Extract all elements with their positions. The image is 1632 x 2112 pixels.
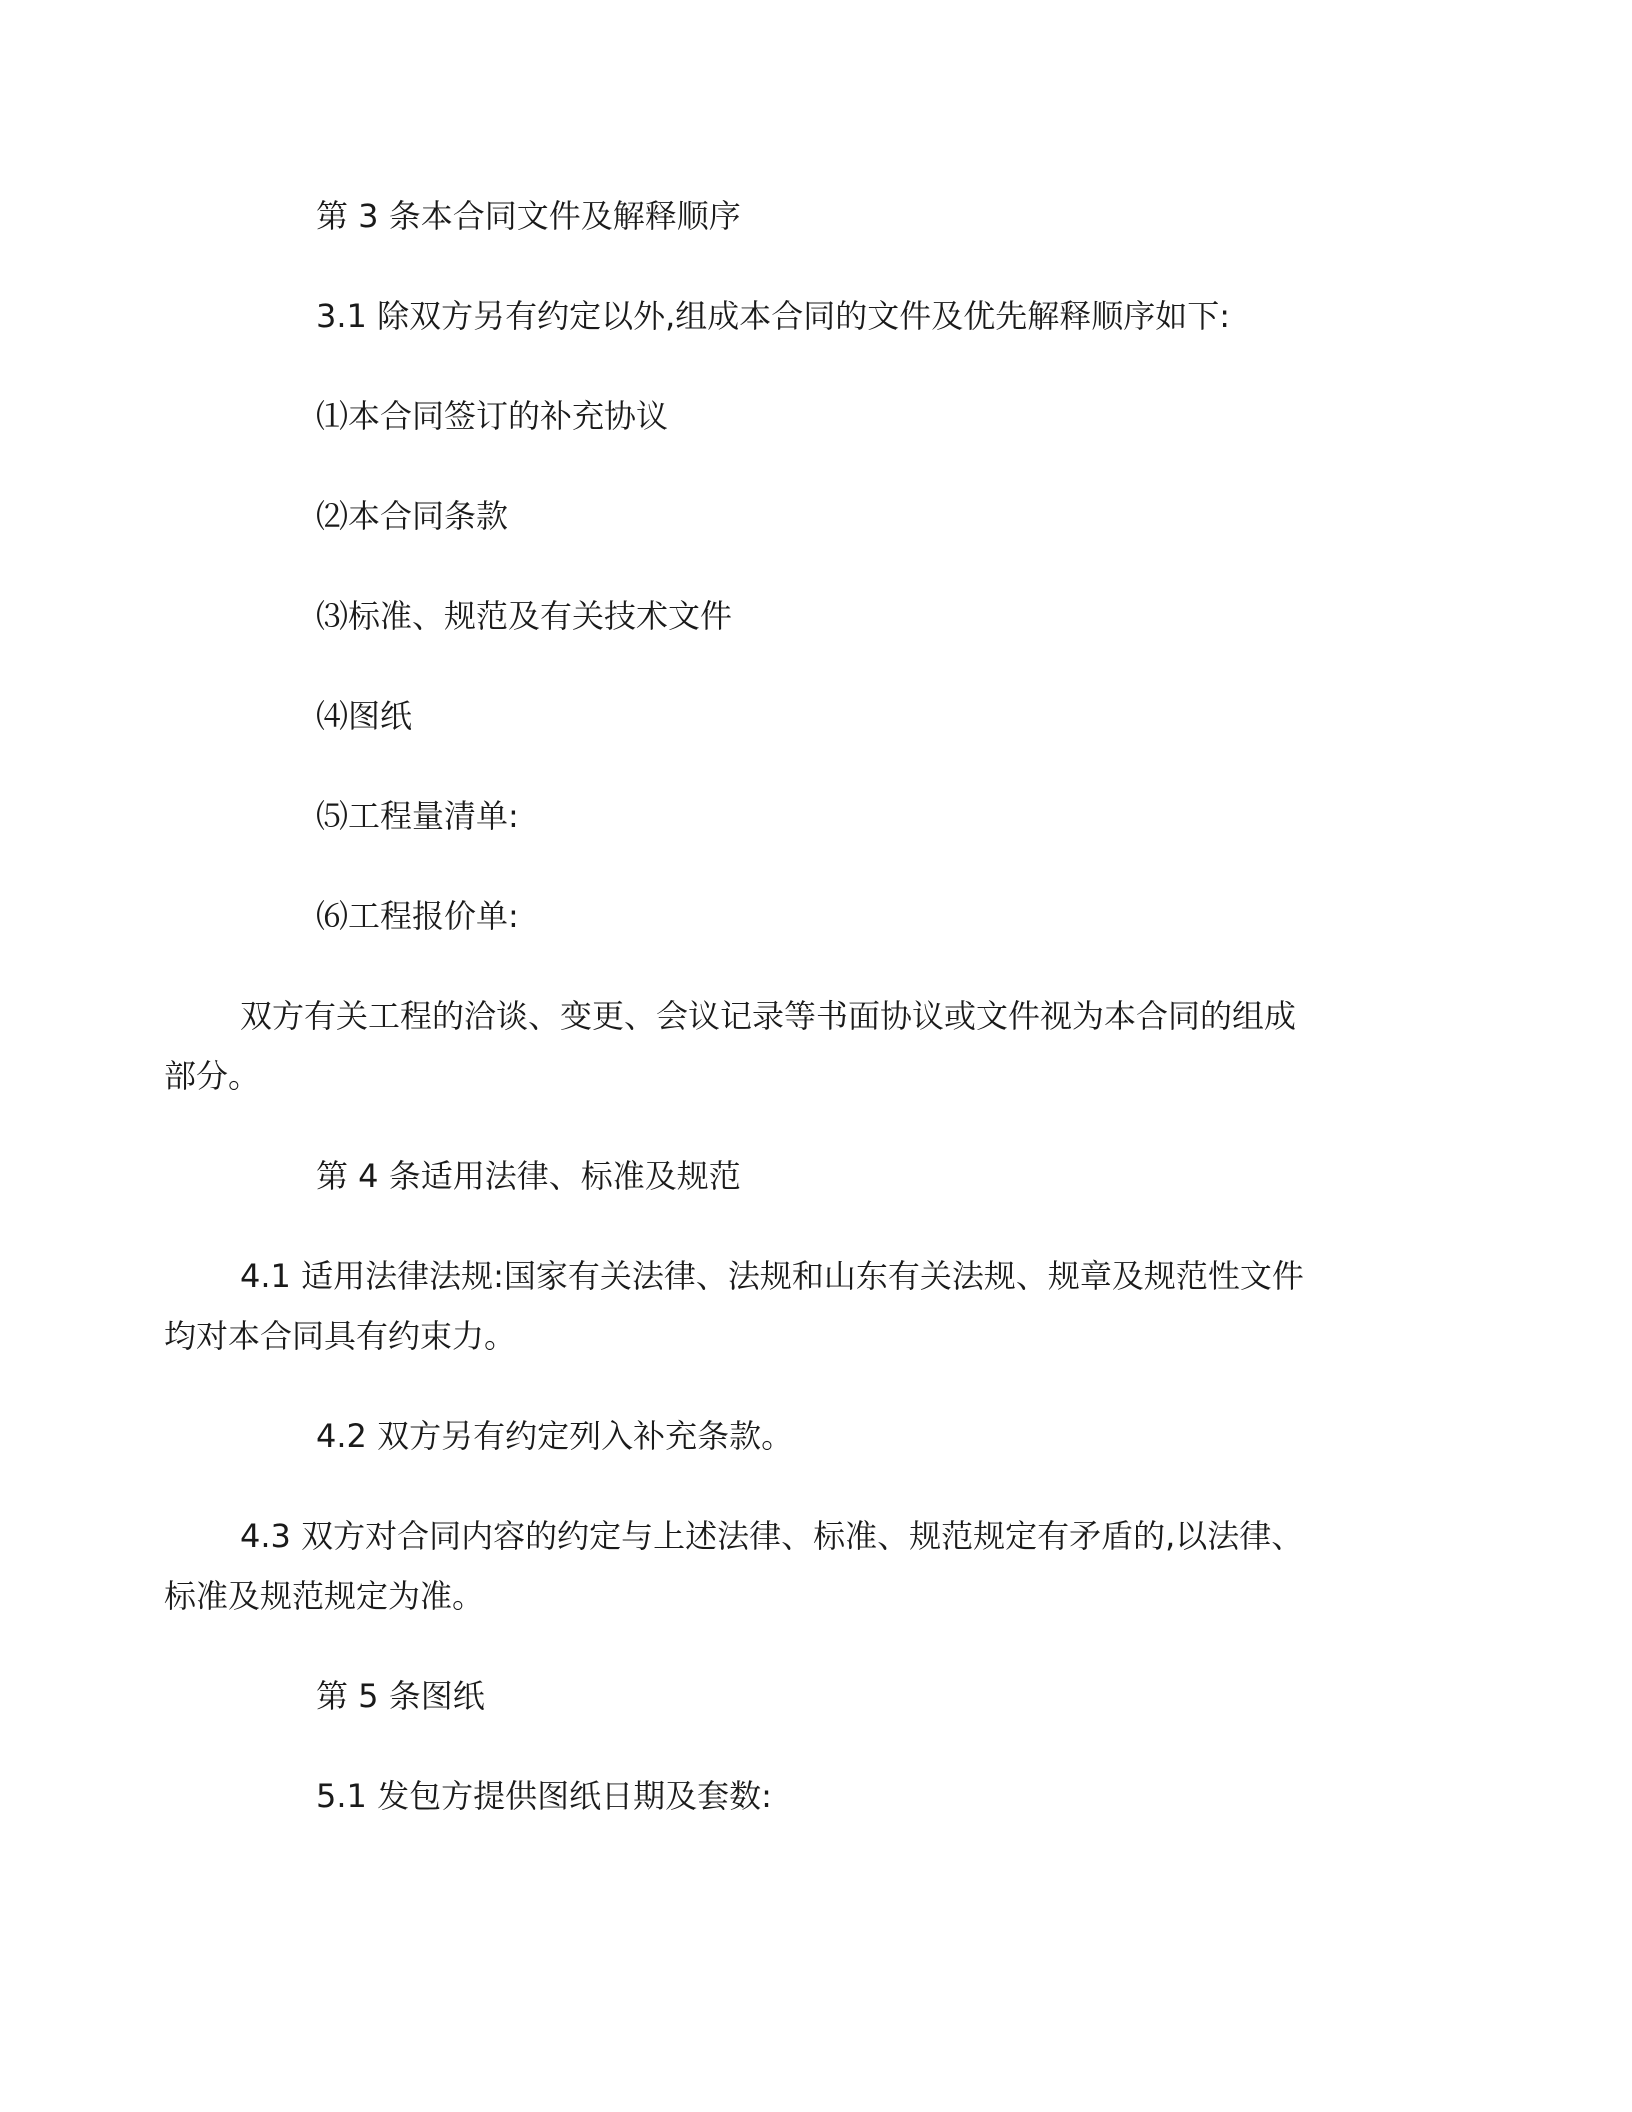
list-item-3: ⑶标准、规范及有关技术文件 [316,597,733,635]
list-item-4: ⑷图纸 [316,697,413,735]
article-3-heading: 第 3 条本合同文件及解释顺序 [316,197,741,235]
clause-3-1: 3.1 除双方另有约定以外,组成本合同的文件及优先解释顺序如下: [316,297,1231,335]
list-item-5: ⑸工程量清单: [316,797,519,835]
clause-5-1: 5.1 发包方提供图纸日期及套数: [316,1777,772,1815]
article-5-heading: 第 5 条图纸 [316,1677,485,1715]
clause-4-1: 4.1 适用法律法规:国家有关法律、法规和山东有关法规、规章及规范性文件均对本合同具有约束力。 [164,1257,1304,1355]
clause-4-3: 4.3 双方对合同内容的约定与上述法律、标准、规范规定有矛盾的,以法律、标准及规范规定为准。 [164,1517,1304,1615]
composition-paragraph: 双方有关工程的洽谈、变更、会议记录等书面协议或文件视为本合同的组成部分。 [164,997,1297,1095]
list-item-2: ⑵本合同条款 [316,497,509,535]
list-item-6: ⑹工程报价单: [316,897,519,935]
article-4-heading: 第 4 条适用法律、标准及规范 [316,1157,741,1195]
list-item-1: ⑴本合同签订的补充协议 [316,397,669,435]
clause-4-2: 4.2 双方另有约定列入补充条款。 [316,1417,794,1455]
